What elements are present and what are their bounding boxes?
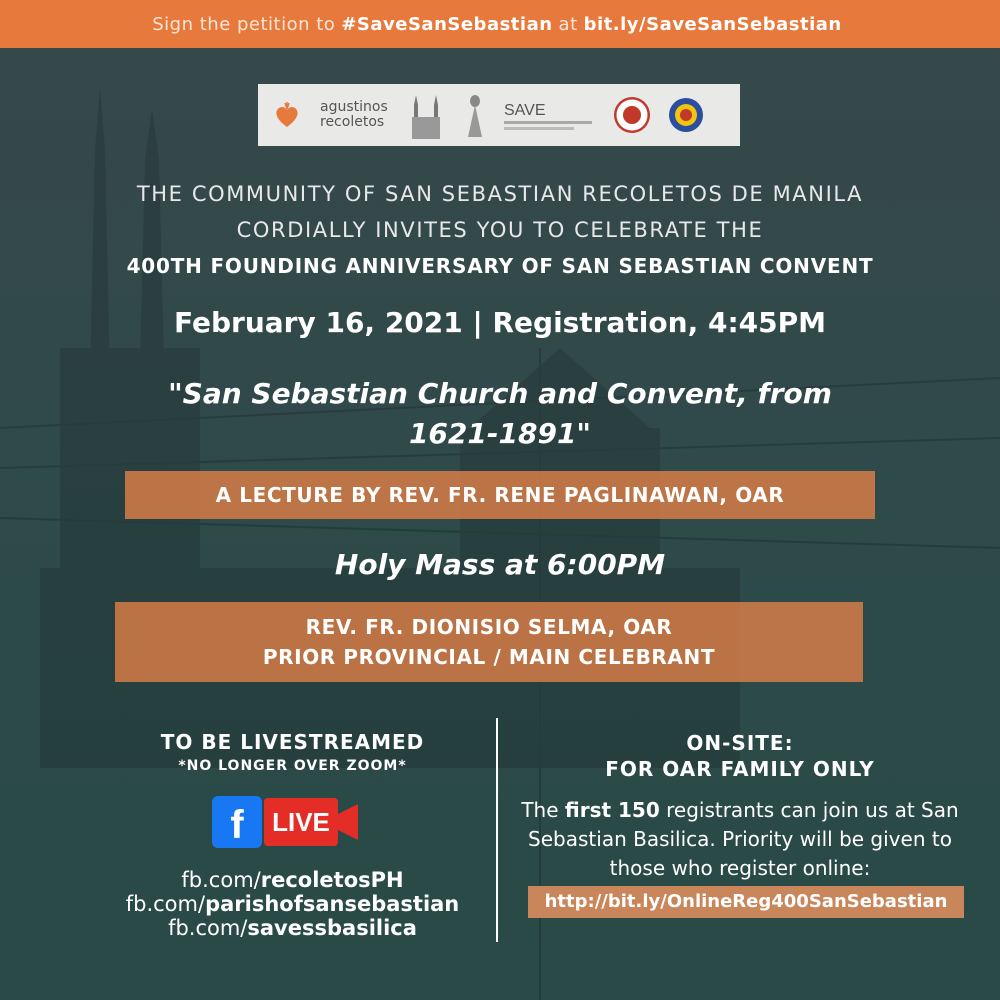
banner-hashtag[interactable]: #SaveSanSebastian	[341, 13, 553, 35]
congregation-seal-icon	[614, 97, 650, 133]
event-date-line: February 16, 2021 | Registration, 4:45PM	[174, 306, 826, 339]
fb-link-parish[interactable]: fb.com/parishofsansebastian	[125, 892, 460, 916]
holy-mass-time: Holy Mass at 6:00PM	[334, 548, 666, 581]
onsite-heading: ON-SITE: FOR OAR FAMILY ONLY	[605, 731, 875, 781]
registration-link[interactable]: http://bit.ly/OnlineReg400SanSebastian	[528, 886, 964, 918]
fb-link-basilica[interactable]: fb.com/savessbasilica	[168, 916, 417, 940]
lecture-title: "San Sebastian Church and Convent, from 1621-1891"	[168, 377, 832, 450]
onsite-description: The first 150 registrants can join us at San Sebastian Basilica. Priority will be given to those who register online:	[521, 798, 959, 880]
fb-link-recoletos[interactable]: fb.com/recoletosPH	[181, 868, 404, 892]
lecturer-box: A LECTURE BY REV. FR. RENE PAGLINAWAN, OAR	[125, 471, 875, 519]
agustinos-heart-logo-icon	[272, 100, 302, 130]
intro-line-1: THE COMMUNITY OF SAN SEBASTIAN RECOLETOS DE MANILA	[136, 182, 864, 206]
banner-prefix: Sign the petition to	[152, 13, 336, 35]
anniversary-title: 400TH FOUNDING ANNIVERSARY OF SAN SEBASTIAN CONVENT	[126, 254, 874, 278]
svg-text:SAVE: SAVE	[503, 102, 546, 119]
livestream-heading: TO BE LIVESTREAMED	[160, 730, 425, 754]
celebrant-box	[115, 602, 863, 682]
basilica-sketch-icon	[406, 91, 446, 139]
agustinos-recoletos-logo: agustinos recoletos	[320, 99, 388, 130]
facebook-live-badge[interactable]	[212, 796, 360, 848]
saint-statue-icon	[464, 93, 486, 137]
province-seal-icon	[668, 97, 704, 133]
camera-icon	[338, 804, 358, 840]
facebook-links	[110, 868, 475, 940]
banner-link[interactable]: bit.ly/SaveSanSebastian	[583, 13, 842, 35]
petition-banner[interactable]	[0, 0, 1000, 48]
live-badge-label: LIVE	[272, 807, 330, 837]
save-san-sebastian-logo-icon	[504, 95, 596, 135]
celebrant-role: PRIOR PROVINCIAL / MAIN CELEBRANT	[262, 645, 716, 669]
celebrant-name: REV. FR. DIONISIO SELMA, OAR	[305, 615, 673, 639]
banner-middle: at	[558, 13, 578, 35]
column-divider	[496, 718, 498, 942]
intro-line-2: CORDIALLY INVITES YOU TO CELEBRATE THE	[236, 218, 764, 242]
partner-logos-strip	[258, 84, 740, 146]
livestream-subheading: *NO LONGER OVER ZOOM*	[178, 758, 407, 774]
svg-text:f: f	[230, 803, 244, 847]
